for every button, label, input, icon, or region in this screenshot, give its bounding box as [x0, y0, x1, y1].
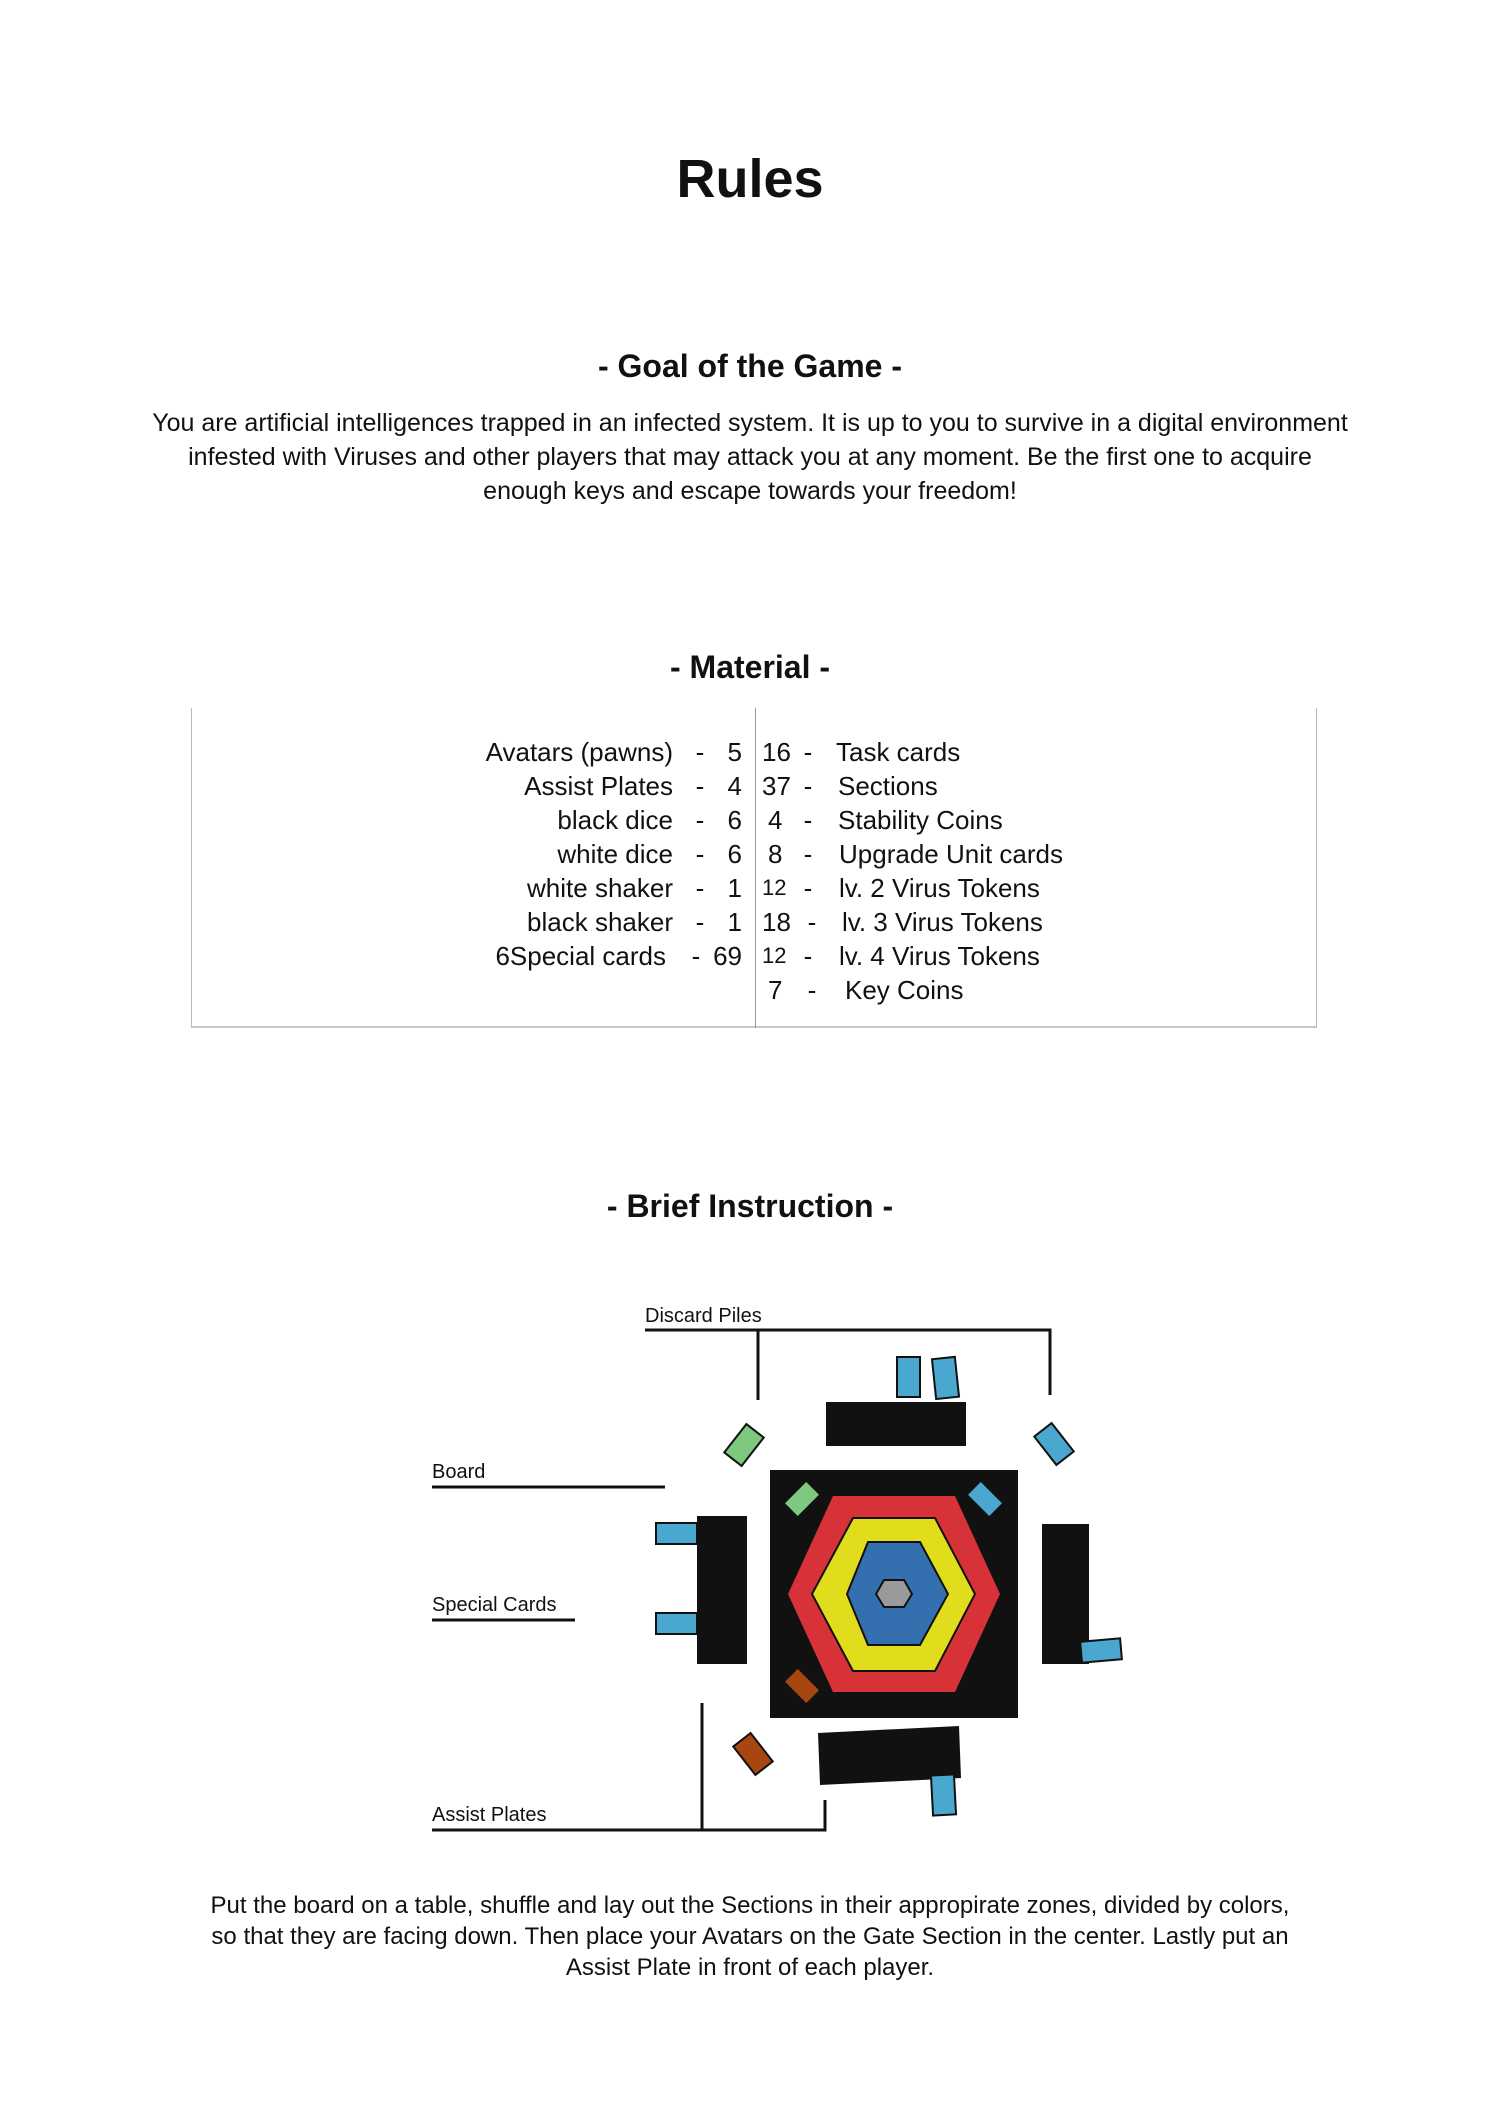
item-qty: 1 [727, 873, 742, 903]
item-name: lv. 3 Virus Tokens [842, 907, 1043, 937]
item-qty: 1 [727, 907, 742, 937]
item-name: Stability Coins [838, 805, 1003, 835]
item-qty: 18 [762, 907, 791, 937]
instruction-heading: - Brief Instruction - [606, 1188, 894, 1224]
item-dash: - [695, 839, 705, 869]
item-dash: - [695, 873, 705, 903]
item-name: lv. 4 Virus Tokens [839, 941, 1040, 971]
item-dash: - [695, 737, 705, 767]
label-discard-piles: Discard Piles [645, 1305, 762, 1327]
item-dash: - [691, 941, 701, 971]
goal-text: You are artificial intelligences trapped in an infected system. It is up to you to survive in a digital environment infested with Viruses and other players that may attack you at any moment. Be the first one to acquire enough keys and escape towards your freedom! [152, 409, 1348, 505]
label-assist-plates: Assist Plates [432, 1804, 547, 1826]
item-qty: 8 [768, 839, 783, 869]
item-name: Upgrade Unit cards [839, 839, 1063, 869]
item-name: black dice [557, 805, 673, 835]
instruction-text: Put the board on a table, shuffle and lay out the Sections in their appropirate zones, divided by colors, so that they are facing down. Then place your Avatars on the Gate Section in the center. Lastly put an Assist Plate in front of each player. [210, 1892, 1290, 1981]
item-name: white dice [557, 839, 673, 869]
discard-orange [733, 1733, 773, 1775]
item-name: Assist Plates [524, 771, 673, 801]
token-blue-board [968, 1482, 1002, 1516]
item-dash: - [695, 805, 705, 835]
special-card-left-2 [656, 1613, 697, 1634]
token-green-board [785, 1482, 819, 1516]
special-card-top-1 [897, 1357, 920, 1397]
item-name: Key Coins [845, 975, 964, 1005]
center-gate [876, 1580, 912, 1607]
page-title: Rules [676, 149, 824, 209]
item-name: lv. 2 Virus Tokens [839, 873, 1040, 903]
board [770, 1470, 1018, 1718]
item-dash: - [803, 771, 813, 801]
leader-lines [432, 1330, 1050, 1830]
material-item [0, 871, 1500, 905]
material-item [0, 837, 1500, 871]
item-dash: - [803, 839, 813, 869]
item-name: black shaker [527, 907, 673, 937]
assist-plate-left [697, 1516, 747, 1664]
item-dash: - [807, 975, 817, 1005]
item-name: Avatars (pawns) [485, 737, 673, 767]
ring-red [788, 1496, 1000, 1692]
material-item [0, 769, 1500, 803]
special-card-top-2 [932, 1357, 959, 1399]
token-orange-board [785, 1669, 819, 1703]
material-item [0, 973, 1500, 1007]
ring-yellow [812, 1518, 975, 1671]
item-dash: - [803, 941, 813, 971]
item-qty: 4 [727, 771, 742, 801]
label-board: Board [432, 1461, 486, 1483]
assist-plate-bottom [818, 1726, 961, 1785]
item-name: white shaker [527, 873, 673, 903]
item-dash: - [695, 907, 705, 937]
item-name: Sections [838, 771, 938, 801]
goal-heading: - Goal of the Game - [597, 348, 903, 384]
item-dash: - [807, 907, 817, 937]
discard-green [724, 1424, 764, 1466]
ring-blue [847, 1542, 948, 1645]
item-qty: 6 [727, 839, 742, 869]
item-dash: - [803, 873, 813, 903]
item-dash: - [695, 771, 705, 801]
item-qty: 7 [768, 975, 783, 1005]
material-heading: - Material - [669, 649, 831, 685]
label-special-cards: Special Cards [432, 1594, 557, 1616]
item-dash: - [803, 805, 813, 835]
item-qty: 5 [727, 737, 742, 767]
discard-blue [1034, 1423, 1074, 1465]
item-qty: 12 [762, 943, 787, 968]
item-qty: 12 [762, 875, 787, 900]
item-name: 6Special cards [495, 941, 666, 971]
material-item [0, 905, 1500, 939]
material-item [0, 735, 1500, 769]
item-qty: 69 [713, 941, 742, 971]
item-qty: 16 [762, 737, 791, 767]
item-qty: 4 [768, 805, 783, 835]
item-qty: 37 [762, 771, 791, 801]
special-card-right [1080, 1638, 1122, 1662]
material-item [0, 939, 1500, 973]
material-item [0, 803, 1500, 837]
item-dash: - [803, 737, 813, 767]
assist-plate-top [826, 1402, 966, 1446]
special-card-bottom [931, 1774, 956, 1815]
assist-plate-right [1042, 1524, 1089, 1664]
item-name: Task cards [836, 737, 961, 767]
special-card-left-1 [656, 1523, 697, 1544]
item-qty: 6 [727, 805, 742, 835]
